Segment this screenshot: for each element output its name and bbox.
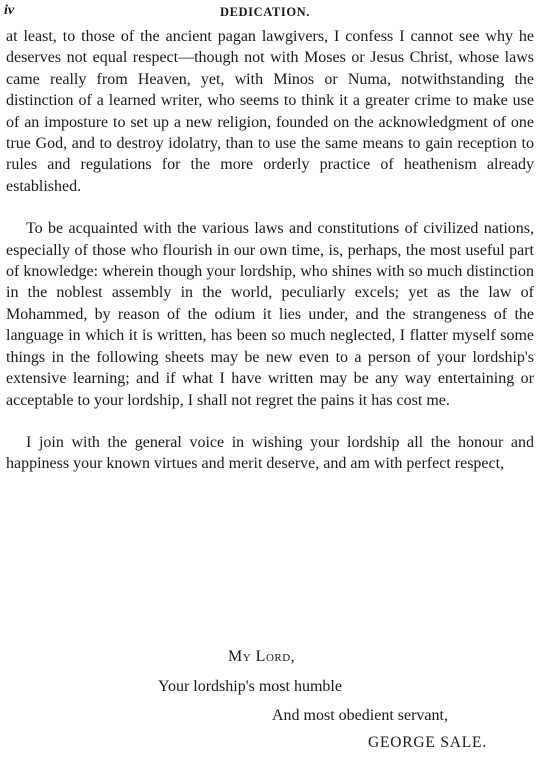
signature: GEORGE SALE. <box>368 734 487 751</box>
closing-line-servant: And most obedient servant, <box>272 707 448 724</box>
paragraph-wishes: I join with the general voice in wishing your lordship all the honour and happiness your known virtues and merit deserve, and am with perfect respect, <box>6 433 534 473</box>
page-header <box>4 3 526 21</box>
running-head: DEDICATION. <box>219 5 311 19</box>
paragraph-laws: To be acquainted with the various laws and constitutions of civilized nations, especially of those who flourish in our own time, is, perhaps, the most useful part of knowledge: wherein though your lordship, who shines with so much distinction in the noblest assembly in the world, peculiarly excels; yet as the law of Mohammed, by reason of the odium it lies under, and the strangeness of the language in which it is written, has been so much neglected, I flatter myself some things in the following sheets may be new even to a person of your lordship's extensive learning; and if what I have written may be any way entertaining or acceptable to your lordship, I shall not regret the pains it has cost me. <box>6 220 534 409</box>
closing-line-humble: Your lordship's most humble <box>158 678 342 695</box>
paragraph-continuation: at least, to those of the ancient pagan lawgivers, I confess I cannot see why he deserves not equal respect—though not with Moses or Jesus Christ, whose laws came really from Heaven, yet, with Minos or Numa, notwithstanding the distinction of a learned writer, who seems to think it a greater crime to make use of an imposture to set up a new religion, founded on the acknowledgment of one true God, and to destroy idolatry, than to use the same means to gain reception to rules and regulations for the more orderly practice of heathenism already established. <box>6 28 534 195</box>
page-number: iv <box>4 3 15 18</box>
salutation: My Lord, <box>228 648 296 665</box>
dedication-body <box>6 26 534 475</box>
